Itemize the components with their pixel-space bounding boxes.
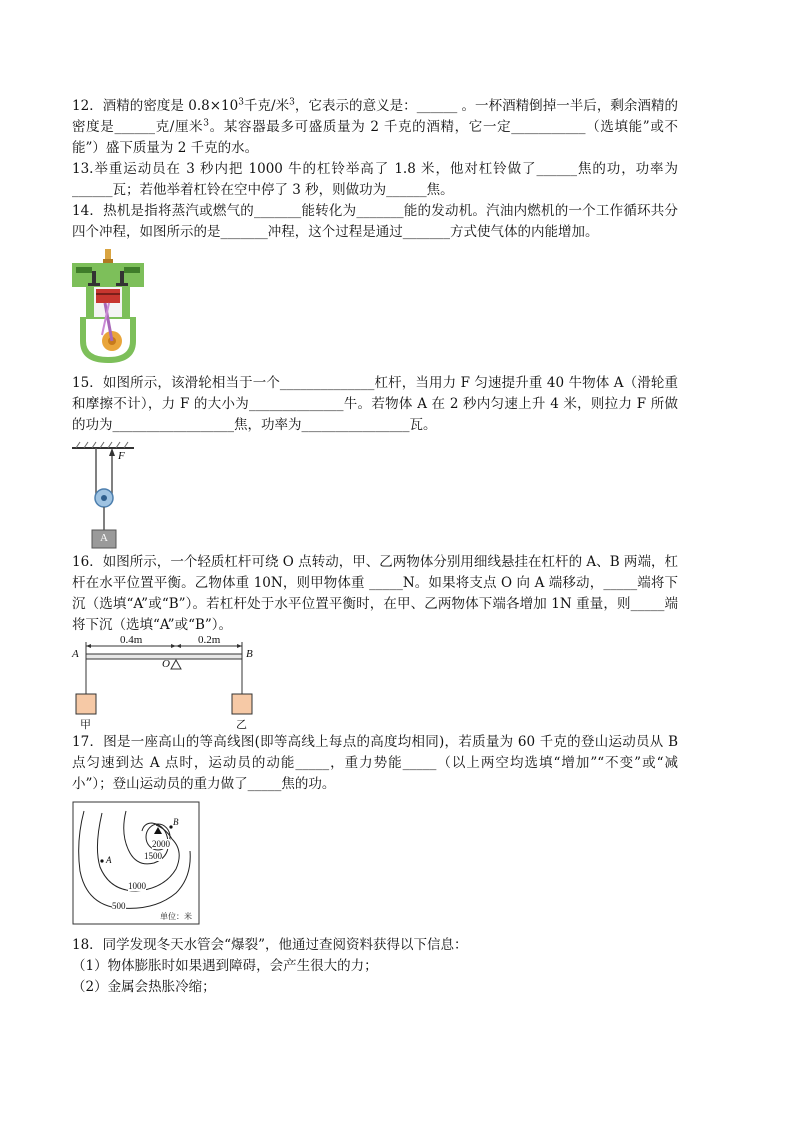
map-label-b: B	[173, 817, 179, 827]
map-frame	[73, 802, 199, 924]
lever-dist-left: 0.4m	[120, 634, 143, 646]
weight-yi	[232, 694, 252, 714]
lever-label-b: B	[246, 648, 253, 660]
contour-label-1000: 1000	[128, 881, 146, 891]
question-sheet	[72, 96, 678, 998]
force-label: F	[118, 450, 125, 462]
weight-label-yi: 乙	[236, 719, 247, 731]
contour-label-2000: 2000	[152, 839, 170, 849]
question-17: 17．图是一座高山的等高线图(即等高线上每点的高度均相同)，若质量为 60 千克的登山运动员从 B 点匀速到达 A 点时，运动员的动能_____，重力势能_____（以上两空均选填“增加”“不变”或“减小”）；登山运动员的重力做了_____焦的功。	[72, 734, 678, 792]
contour-label-1500: 1500	[144, 851, 162, 861]
lever-dist-right: 0.2m	[198, 634, 221, 646]
q12-exp-a: 3	[238, 97, 244, 108]
question-15: 15．如图所示，该滑轮相当于一个______________杠杆，当用力 F 匀速提升重 40 牛物体 A（滑轮重和摩擦不计），力 F 的大小为______________牛。若物体 A 在 2 秒内匀速上升 4 米，则拉力 F 所做的功为__________________焦，功率为________________瓦。	[72, 375, 678, 433]
contour-label-500: 500	[112, 901, 126, 911]
block-a-label: A	[100, 532, 108, 544]
question-14: 14．热机是指将蒸汽或燃气的_______能转化为_______能的发动机。汽油内燃机的一个工作循环共分四个冲程，如图所示的是_______冲程，这个过程是通过_______方式使气体的内能增加。	[72, 203, 678, 240]
map-unit-label: 单位：米	[160, 912, 192, 921]
pulley-diagram	[72, 440, 152, 550]
q12-text-b: 千克/米	[243, 98, 290, 114]
q12-text-a: 12．酒精的密度是 0.8×10	[72, 98, 239, 114]
weight-label-jia: 甲	[80, 719, 91, 731]
q12-text-d: 。某容器最多可盛质量为 2 千克的酒精，它一定___________（选填能”或不能”）盛下质量为 2 千克的水。	[72, 119, 678, 156]
question-12	[72, 96, 678, 159]
question-13: 13.举重运动员在 3 秒内把 1000 牛的杠铃举高了 1.8 米，他对杠铃做了______焦的功，功率为______瓦；若他举着杠铃在空中停了 3 秒，则做功为______焦。	[72, 161, 678, 198]
map-label-a: A	[106, 855, 112, 865]
weight-jia	[76, 694, 96, 714]
lever-label-a: A	[72, 648, 79, 660]
engine-diagram-icon	[72, 249, 144, 367]
engine-figure	[72, 249, 678, 367]
force-arrow-icon	[109, 448, 115, 456]
q12-exp-b: 3	[289, 97, 295, 108]
fulcrum-icon	[171, 660, 181, 669]
lever-figure	[72, 634, 678, 732]
q12-text-c: ，它表示的意义是：______ 。一杯酒精倒掉一半后，剩余酒精的密度是______克/厘米	[72, 98, 678, 135]
point-a	[100, 859, 103, 862]
question-18-item-2: （2）金属会热胀冷缩；	[72, 979, 216, 995]
contour-figure	[72, 801, 678, 925]
contour-map	[72, 801, 200, 925]
question-16: 16．如图所示，一个轻质杠杆可绕 O 点转动，甲、乙两物体分别用细线悬挂在杠杆的 A、B 两端，杠杆在水平位置平衡。乙物体重 10N，则甲物体重 _____N。如果将支点 O 向 A 端移动，_____端将下沉（选填“A”或“B”）。若杠杆处于水平位置平衡时，在甲、乙两物体下端各增加 1N 重量，则_____端将下沉（选填“A”或“B”）。	[72, 554, 678, 633]
question-18-item-1: （1）物体膨胀时如果遇到障碍，会产生很大的力；	[72, 958, 378, 974]
lever-label-o: O	[162, 658, 170, 670]
pulley-figure	[72, 440, 678, 550]
question-18-intro: 18．同学发现冬天水管会“爆裂”，他通过查阅资料获得以下信息：	[72, 937, 468, 953]
q12-exp-c: 3	[203, 118, 210, 129]
